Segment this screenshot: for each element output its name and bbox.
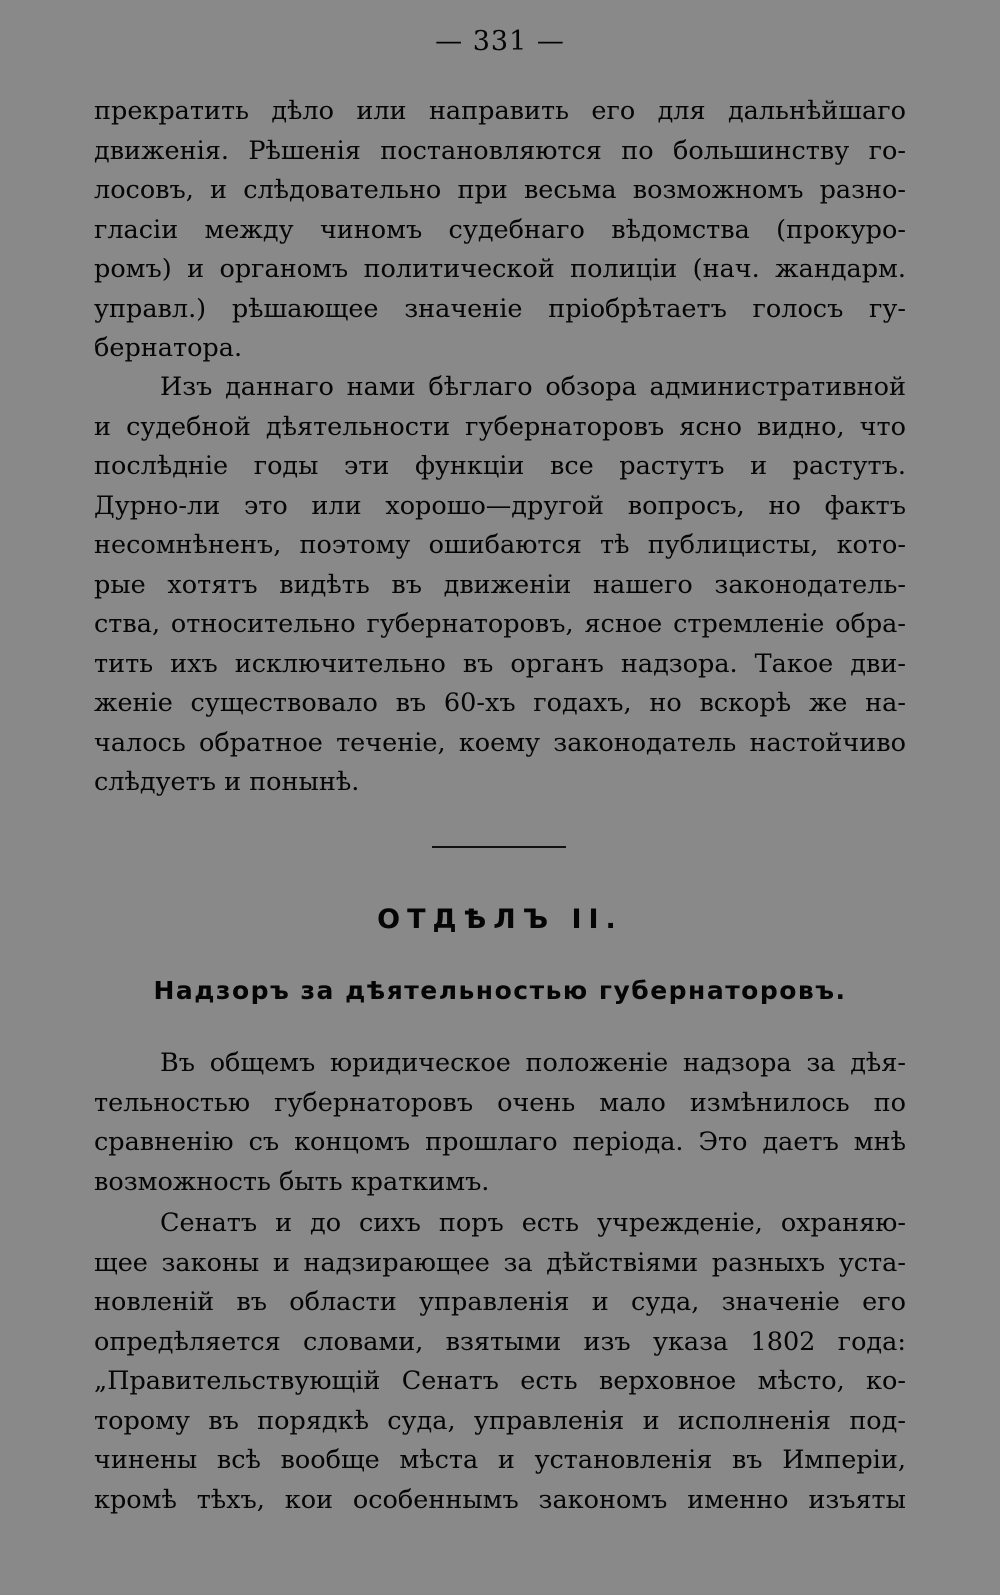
paragraph-continuation [94,92,906,369]
text-line: Въ общемъ юридическое положеніе надзора за дѣя- [160,1048,906,1078]
text-line: и судебной дѣятельности губернаторовъ ясно видно, что [94,411,906,442]
paragraph-senate [94,1204,906,1520]
text-line: торому въ порядкѣ суда, управленія и исполненія под- [94,1405,906,1436]
text-line: новленій въ области управленія и суда, значеніе его [94,1287,906,1317]
text-line: чалось обратное теченіе, коему законодатель настойчиво [94,727,906,758]
text-line: рые хотятъ видѣть въ движеніи нашего законодатель- [94,569,906,600]
text-line: Сенатъ и до сихъ поръ есть учрежденіе, охраняю- [160,1208,906,1238]
text-line: прекратить дѣло или направить его для дальнѣйшаго [94,96,906,126]
text-line: возможность быть краткимъ. [94,1166,490,1197]
text-line: Дурно-ли это или хорошо—другой вопросъ, но фактъ [94,490,906,521]
text-line: сравненію съ концомъ прошлаго періода. Это даетъ мнѣ [94,1127,906,1157]
text-line: женіе существовало въ 60-хъ годахъ, но вскорѣ же на- [94,688,906,718]
text-line: лосовъ, и слѣдовательно при весьма возможномъ разно- [94,175,906,205]
text-line: слѣдуетъ и понынѣ. [94,767,360,797]
text-line: управл.) рѣшающее значеніе пріобрѣтаетъ голосъ гу- [94,293,906,324]
text-line: опредѣляется словами, взятыми изъ указа 1802 года: [94,1326,906,1357]
text-line: чинены всѣ вообще мѣста и установленія въ Имперіи, [94,1445,906,1475]
text-line: движенія. Рѣшенія постановляются по большинству го- [94,135,906,166]
text-line: гласіи между чиномъ судебнаго вѣдомства (прокуро- [94,214,906,245]
text-line: ромъ) и органомъ политической полиціи (нач. жандарм. [94,254,906,284]
text-line: „Правительствующій Сенатъ есть верховное мѣсто, ко- [94,1366,906,1396]
text-line: несомнѣненъ, поэтому ошибаются тѣ публицисты, кото- [94,530,906,560]
text-line: тить ихъ исключительно въ органъ надзора. Такое дви- [94,648,906,679]
text-line: послѣдніе годы эти функціи все растутъ и растутъ. [94,451,906,481]
paragraph-governors-functions [94,368,906,803]
paragraph-supervision [94,1044,906,1202]
section-title: ОТДѢЛЪ II. [377,904,623,935]
text-line: кромѣ тѣхъ, кои особеннымъ закономъ именно изъяты [94,1484,906,1515]
text-line: щее законы и надзирающее за дѣйствіями разныхъ уста- [94,1247,906,1278]
text-line: Изъ даннаго нами бѣглаго обзора административной [160,372,906,402]
page-number: — 331 — [435,26,565,57]
text-line: бернатора. [94,333,243,363]
section-divider [432,846,566,848]
text-line: ства, относительно губернаторовъ, ясное стремленіе обра- [94,609,906,639]
text-line: тельностью губернаторовъ очень мало измѣнилось по [94,1087,906,1118]
section-subtitle: Надзоръ за дѣятельностью губернаторовъ. [153,976,847,1005]
